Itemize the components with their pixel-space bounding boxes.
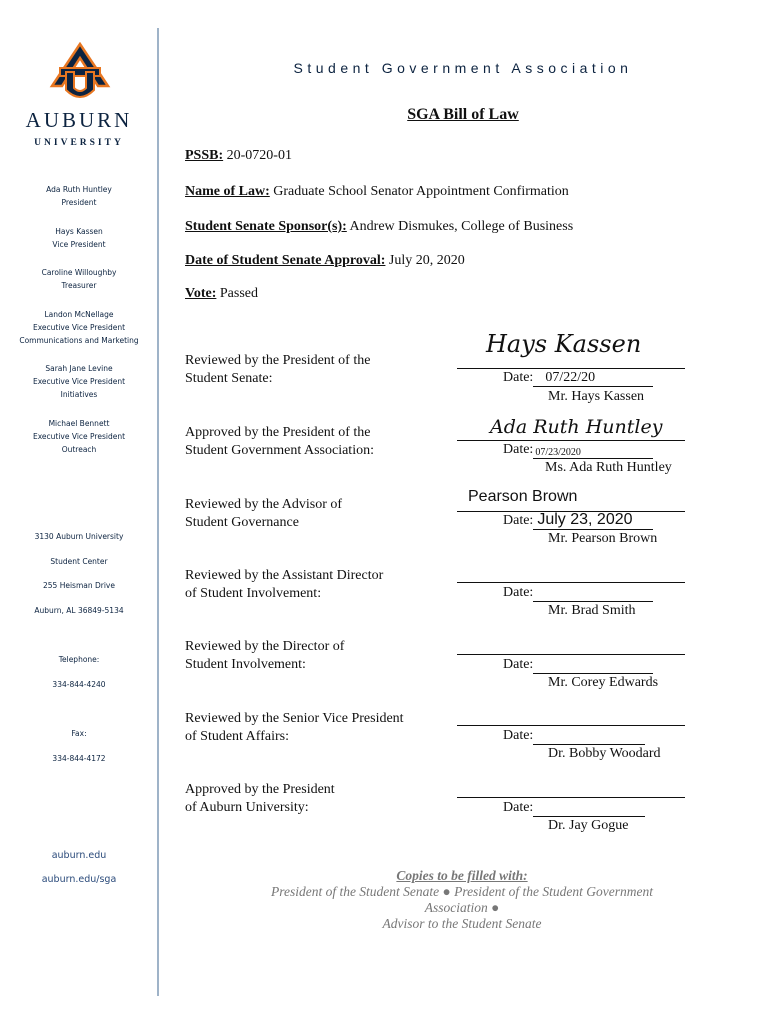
officer-role: Outreach [61,445,97,454]
officer-evp-outreach [0,417,158,456]
date-row [503,513,653,530]
signer-name: Ms. Ada Ruth Huntley [545,460,672,475]
officer-vice-president [0,225,158,251]
approval-label-line: Reviewed by the Director of [185,639,345,654]
approval-label-line: Reviewed by the Senior Vice President [185,711,404,726]
date-label: Date: [503,585,534,600]
approval-label-line: Approved by the President [185,782,335,797]
telephone-number: 334-844-4240 [52,680,106,689]
telephone-label: Telephone: [58,655,100,664]
date-label: Date: [503,513,534,528]
officer-president [0,183,158,209]
approval-label-line: Student Involvement: [185,657,306,672]
signer-name: Mr. Brad Smith [548,603,636,618]
signature-line [457,725,685,726]
date-field [533,513,653,530]
approval-label [185,567,445,603]
wordmark: AUBURN [25,108,133,132]
approval-label-line: Student Senate: [185,371,273,386]
sidebar-divider [157,28,159,996]
date-field [533,585,653,602]
approval-label-line: of Student Involvement: [185,586,322,601]
approval-label-line: Reviewed by the Advisor of [185,497,343,512]
field-name-of-law [185,184,569,200]
field-pssb [185,148,292,164]
copies-label: Copies to be filled with: [396,868,528,883]
approval-label-line: Student Government Association: [185,443,374,458]
date-row [503,370,653,387]
date-label: Date: [503,442,534,457]
signer-name: Mr. Hays Kassen [548,389,645,404]
officer-role: Executive Vice President [32,432,126,441]
date-label: Date: [503,657,534,672]
officer-role: President [61,198,97,207]
copies-line: President of the Student Senate ● President of the Student Government [270,884,654,899]
field-value: July 20, 2020 [388,253,465,268]
approval-label [185,424,445,460]
approval-label [185,710,445,746]
signature-pearson-brown: Pearson Brown [468,488,578,505]
date-field [533,728,645,745]
date-field [533,442,653,459]
signer-name: Dr. Bobby Woodard [548,746,661,761]
approval-label-line: Student Governance [185,515,299,530]
officer-name: Michael Bennett [48,419,110,428]
approval-label-line: Reviewed by the President of the [185,353,371,368]
signature-line [457,797,685,798]
signature-hays-kassen: Hays Kassen [486,330,642,358]
signer-name: Dr. Jay Gogue [548,818,629,833]
field-vote [185,286,258,302]
website-link[interactable]: auburn.edu [51,850,107,861]
officer-role: Initiatives [60,390,98,399]
date-label: Date: [503,370,534,385]
field-label: Student Senate Sponsor(s): [185,219,347,234]
officer-name: Caroline Willoughby [41,268,117,277]
date-row [503,442,653,459]
field-approval-date [185,253,465,269]
officer-name: Hays Kassen [55,227,103,236]
approval-label [185,781,445,817]
approval-label-line: of Auburn University: [185,800,309,815]
officer-role: Executive Vice President [32,377,126,386]
date-field [533,370,653,387]
date-row [503,657,653,674]
officer-role: Communications and Marketing [19,336,139,345]
signature-ada-ruth-huntley: Ada Ruth Huntley [490,416,663,438]
officer-evp-communications [0,308,158,347]
field-label: PSSB: [185,148,224,163]
wordmark-sub: UNIVERSITY [34,138,124,148]
field-value: 20-0720-01 [226,148,292,163]
date-value: 07/22/20 [545,370,596,385]
date-row [503,585,653,602]
field-label: Vote: [185,286,217,301]
auburn-au-logo [46,42,114,102]
date-value: 07/23/2020 [535,447,581,458]
date-label: Date: [503,800,534,815]
org-header: Student Government Association [293,60,633,76]
officer-evp-initiatives [0,362,158,401]
date-row [503,728,645,745]
approval-label [185,638,445,674]
address-line: 255 Heisman Drive [43,581,115,590]
copies-line: Advisor to the Student Senate [382,916,542,931]
copies-footer [240,868,684,932]
officer-name: Landon McNellage [44,310,114,319]
approval-label-line: Approved by the President of the [185,425,371,440]
officer-role: Executive Vice President [32,323,126,332]
address-line: 3130 Auburn University [34,532,124,541]
signature-line [457,654,685,655]
signer-name: Mr. Corey Edwards [548,675,659,690]
date-value: July 23, 2020 [537,511,633,528]
date-field [533,800,645,817]
signature-line [457,440,685,441]
officer-name: Ada Ruth Huntley [46,185,112,194]
officer-treasurer [0,266,158,292]
field-value: Andrew Dismukes, College of Business [349,219,574,234]
sidebar [0,0,158,1024]
date-field [533,657,653,674]
address-line: Student Center [50,557,108,566]
officer-role: Treasurer [61,281,97,290]
field-label: Name of Law: [185,184,270,199]
field-value: Passed [219,286,258,301]
page-title: SGA Bill of Law [407,106,519,123]
approval-label-line: Reviewed by the Assistant Director [185,568,384,583]
field-sponsor [185,219,573,235]
signature-line [457,582,685,583]
copies-line: Association ● [424,900,500,915]
fax-number: 334-844-4172 [52,754,106,763]
approval-label [185,352,445,388]
sga-website-link[interactable]: auburn.edu/sga [41,874,117,885]
field-label: Date of Student Senate Approval: [185,253,386,268]
date-label: Date: [503,728,534,743]
officer-role: Vice President [52,240,106,249]
field-value: Graduate School Senator Appointment Confirmation [273,184,569,199]
fax-label: Fax: [71,729,87,738]
address-line: Auburn, AL 36849-5134 [34,606,124,615]
officer-name: Sarah Jane Levine [45,364,113,373]
signer-name: Mr. Pearson Brown [548,531,658,546]
approval-label [185,496,445,532]
date-row [503,800,645,817]
signature-line [457,368,685,369]
approval-label-line: of Student Affairs: [185,729,289,744]
